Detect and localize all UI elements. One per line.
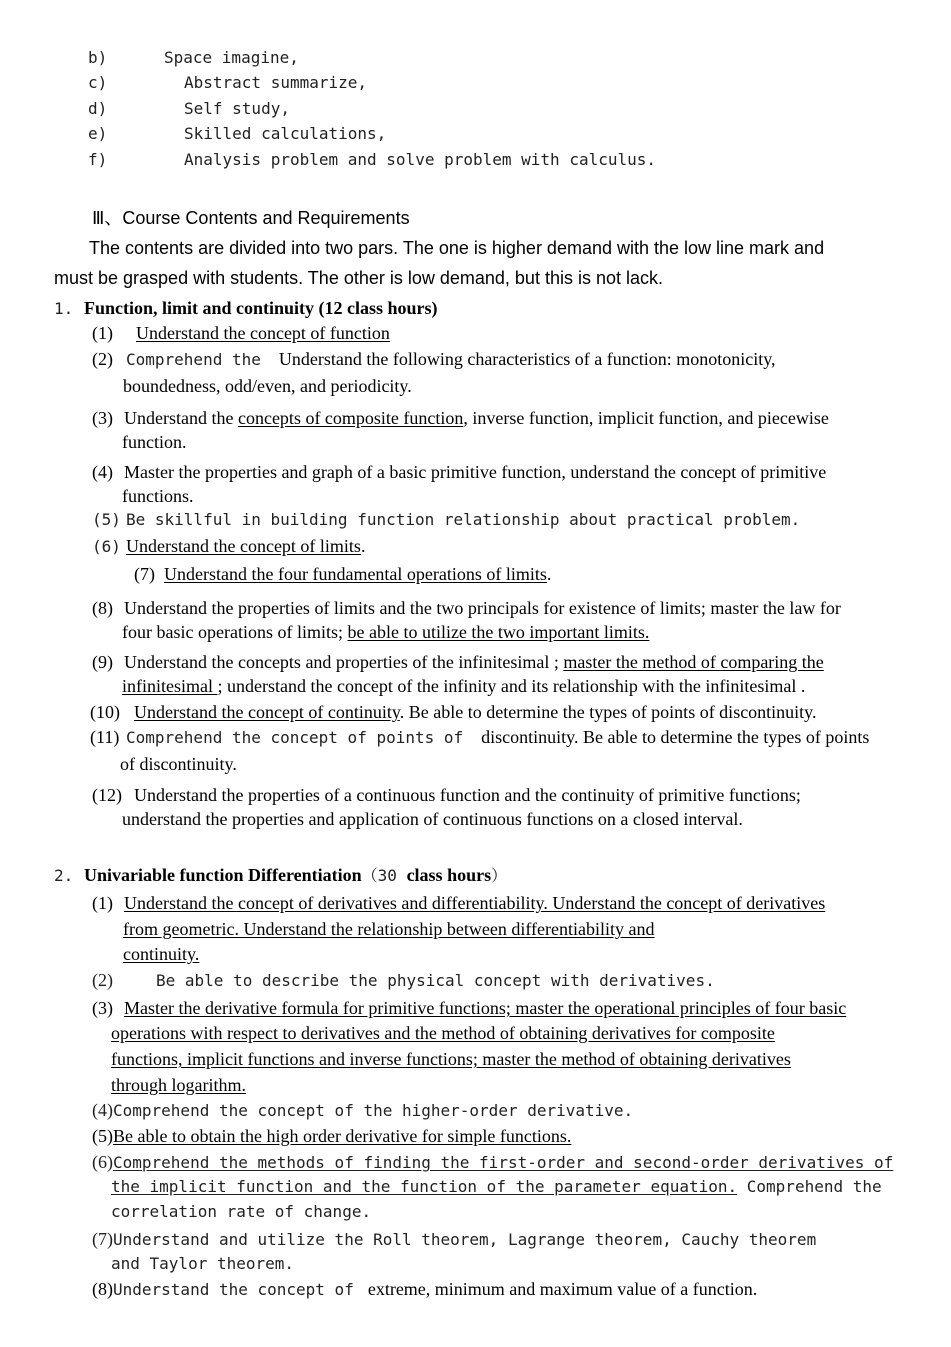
- item-text: extreme, minimum and maximum value of a function.: [367, 1279, 758, 1299]
- item-label: (6): [92, 1152, 113, 1172]
- topic-1-item-6: [92, 536, 365, 558]
- item-text: , inverse function, implicit function, and piecewise: [463, 408, 829, 428]
- topic-1-item-1: [92, 323, 390, 345]
- topic-1-item-2: [92, 349, 776, 371]
- item-text: Comprehend the: [126, 350, 261, 369]
- topic-1-item-9-cont: [122, 676, 805, 698]
- ability-item-c: [88, 73, 367, 92]
- topic-1-item-4-cont: functions.: [122, 486, 194, 506]
- topic-title: Function, limit and continuity (12 class hours): [84, 298, 438, 318]
- item-text: four basic operations of limits;: [122, 622, 348, 642]
- item-label: (7): [92, 1229, 113, 1249]
- item-text: Understand the concepts and properties of the infinitesimal ;: [124, 652, 564, 672]
- topic-2-item-1-cont-2: [123, 944, 199, 966]
- topic-2-item-3-cont-3: [111, 1075, 246, 1097]
- item-text-underlined: Master the derivative formula for primitive functions; master the operational principles of four basic: [124, 998, 847, 1018]
- topic-title-part: （30: [361, 866, 407, 885]
- item-label: (5): [92, 510, 121, 529]
- item-text: Understand the: [124, 408, 238, 428]
- topic-1-item-7: [134, 564, 551, 586]
- item-label: (4): [92, 462, 113, 482]
- topic-1-item-11-cont: of discontinuity.: [120, 754, 237, 774]
- item-label: (4): [92, 1100, 113, 1120]
- topic-title: Univariable function Differentiation: [84, 865, 362, 885]
- item-text: Be able to describe the physical concept with derivatives.: [156, 971, 715, 990]
- topic-1-heading: [54, 298, 438, 320]
- item-text-underlined: Understand the concept of continuity: [134, 702, 400, 722]
- item-text-underlined: continuity.: [123, 944, 200, 964]
- item-text: Understand the concept of function: [136, 323, 390, 343]
- ability-label: b): [88, 48, 108, 67]
- item-text: Be skillful in building function relationship about practical problem.: [126, 510, 801, 529]
- section-intro-line-2: must be grasped with students. The other is low demand, but this is not lack.: [54, 268, 663, 288]
- ability-item-e: [88, 124, 386, 143]
- topic-1-item-10: [90, 702, 817, 724]
- topic-1-item-12: [92, 785, 801, 807]
- topic-2-heading: [54, 865, 507, 887]
- section-intro-line-1: The contents are divided into two pars. The one is higher demand with the low line mark and: [89, 238, 825, 258]
- topic-1-item-8: [92, 598, 841, 620]
- ability-text: Analysis problem and solve problem with calculus.: [184, 150, 657, 169]
- item-label: (2): [92, 349, 113, 369]
- item-label: (7): [134, 564, 155, 584]
- item-text: Understand the properties of a continuous function and the continuity of primitive functions;: [134, 785, 801, 805]
- item-text: .: [546, 564, 552, 584]
- topic-1-item-3-cont: function.: [122, 432, 187, 452]
- item-text: Understand the concept of: [113, 1280, 354, 1299]
- ability-item-f: [88, 150, 656, 169]
- item-text: Comprehend the: [737, 1177, 882, 1196]
- item-text-underlined: operations with respect to derivatives and the method of obtaining derivatives for composite: [111, 1023, 775, 1043]
- topic-number: 1.: [54, 299, 74, 318]
- topic-title-part: ）: [491, 866, 508, 885]
- ability-text: Abstract summarize,: [184, 73, 368, 92]
- item-label: (2): [92, 970, 113, 990]
- topic-2-item-7: [92, 1229, 816, 1251]
- topic-2-item-6: [92, 1152, 893, 1174]
- topic-2-item-7-cont: and Taylor theorem.: [111, 1254, 295, 1273]
- item-label: (5): [92, 1126, 113, 1146]
- item-label: (3): [92, 408, 113, 428]
- item-label: (9): [92, 652, 113, 672]
- item-label: (8): [92, 598, 113, 618]
- item-text-underlined: the implicit function and the function of the parameter equation.: [111, 1177, 738, 1196]
- topic-1-item-12-cont: understand the properties and application of continuous functions on a closed interval.: [122, 809, 743, 829]
- topic-1-item-11: [90, 727, 869, 749]
- item-label: (6): [92, 537, 121, 556]
- item-label: (1): [92, 323, 113, 343]
- topic-2-item-3-cont-1: [111, 1023, 775, 1045]
- item-label: (10): [90, 702, 120, 722]
- topic-2-item-1-cont-1: [123, 919, 655, 941]
- topic-1-item-8-cont: [122, 622, 649, 644]
- item-label: (1): [92, 893, 113, 913]
- item-text-underlined: functions, implicit functions and inverse functions; master the method of obtaining derivatives: [111, 1049, 791, 1069]
- ability-label: e): [88, 124, 108, 143]
- topic-1-item-5: [92, 510, 800, 529]
- item-text: Understand and utilize the Roll theorem, Lagrange theorem, Cauchy theorem: [113, 1230, 817, 1249]
- item-text-underlined: Understand the four fundamental operations of limits: [164, 564, 547, 584]
- ability-item-d: [88, 99, 290, 118]
- item-text-underlined: from geometric. Understand the relationship between differentiability and: [123, 919, 655, 939]
- item-text-underlined: concepts of composite function: [237, 408, 464, 428]
- item-text: Understand the following characteristics of a function: monotonicity,: [278, 349, 776, 369]
- ability-text: Self study,: [184, 99, 290, 118]
- ability-label: f): [88, 150, 108, 169]
- item-text-underlined: Comprehend the methods of finding the first-order and second-order derivatives of: [113, 1153, 894, 1172]
- item-text-underlined: Be able to obtain the high order derivative for simple functions.: [113, 1126, 572, 1146]
- ability-item-b: [88, 48, 299, 67]
- topic-number: 2.: [54, 866, 74, 885]
- topic-2-item-2: [92, 970, 715, 992]
- item-text: .: [360, 536, 366, 556]
- item-text-underlined: infinitesimal: [122, 676, 218, 696]
- item-text: Understand the properties of limits and the two principals for existence of limits; master the law for: [124, 598, 841, 618]
- item-text-underlined: through logarithm.: [111, 1075, 246, 1095]
- item-label: (3): [92, 998, 113, 1018]
- ability-text: Space imagine,: [164, 48, 299, 67]
- topic-1-item-2-cont: boundedness, odd/even, and periodicity.: [123, 376, 412, 396]
- topic-2-item-6-cont-2: correlation rate of change.: [111, 1202, 372, 1221]
- item-text: Master the properties and graph of a basic primitive function, understand the concept of primitive: [124, 462, 827, 482]
- item-text-underlined: be able to utilize the two important limits.: [347, 622, 650, 642]
- item-label: (12): [92, 785, 122, 805]
- item-text: Comprehend the concept of points of: [126, 728, 464, 747]
- topic-2-item-8: [92, 1279, 757, 1301]
- section-heading: Ⅲ、Course Contents and Requirements: [92, 208, 410, 228]
- topic-2-item-5: [92, 1126, 571, 1148]
- item-text-underlined: master the method of comparing the: [563, 652, 824, 672]
- ability-label: c): [88, 73, 108, 92]
- item-text-underlined: Understand the concept of derivatives and differentiability. Understand the concept of derivatives: [124, 893, 826, 913]
- topic-2-item-6-cont-1: [111, 1177, 882, 1196]
- topic-2-item-1: [92, 893, 825, 915]
- item-label: (8): [92, 1279, 113, 1299]
- topic-1-item-3: [92, 408, 829, 430]
- item-label: (11): [90, 727, 120, 747]
- topic-1-item-4: [92, 462, 826, 484]
- topic-2-item-4: [92, 1100, 633, 1122]
- item-text: . Be able to determine the types of points of discontinuity.: [399, 702, 817, 722]
- topic-2-item-3-cont-2: [111, 1049, 791, 1071]
- item-text: discontinuity. Be able to determine the types of points: [481, 727, 870, 747]
- ability-label: d): [88, 99, 108, 118]
- item-text: ; understand the concept of the infinity and its relationship with the infinitesimal .: [217, 676, 806, 696]
- topic-1-item-9: [92, 652, 824, 674]
- ability-text: Skilled calculations,: [184, 124, 387, 143]
- topic-title-part: class hours: [406, 865, 492, 885]
- item-text: Comprehend the concept of the higher-order derivative.: [113, 1101, 634, 1120]
- topic-2-item-3: [92, 998, 846, 1020]
- item-text-underlined: Understand the concept of limits: [126, 536, 361, 556]
